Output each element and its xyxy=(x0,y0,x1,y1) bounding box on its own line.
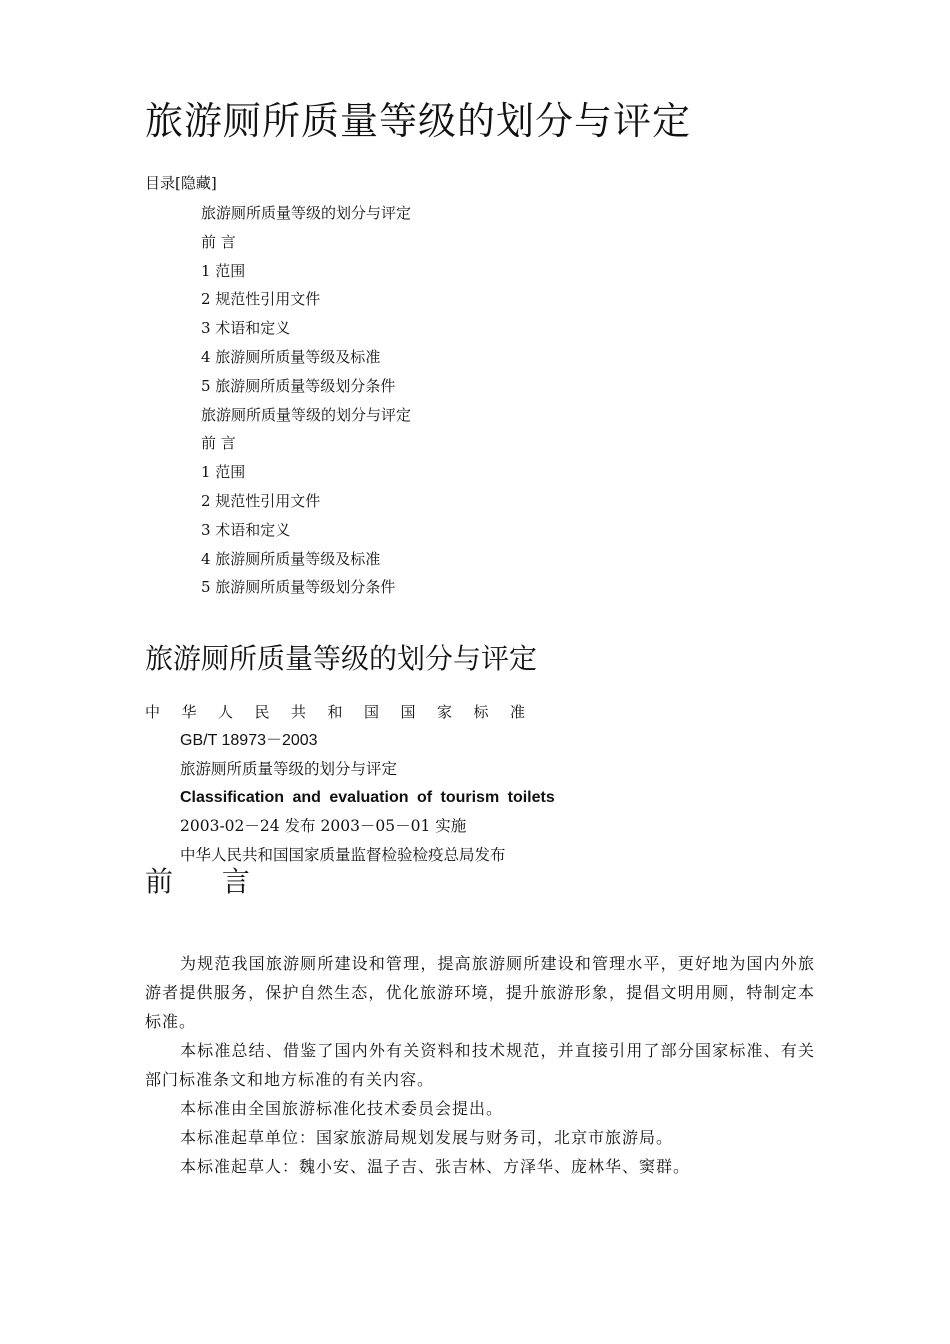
national-standard-char: 中 xyxy=(145,703,161,721)
toc-item[interactable]: 4 旅游厕所质量等级及标准 xyxy=(201,549,381,568)
section-title: 旅游厕所质量等级的划分与评定 xyxy=(145,642,538,675)
national-standard-char: 和 xyxy=(327,703,343,721)
toc-item[interactable]: 前 言 xyxy=(201,232,236,251)
preface-paragraph: 本标准起草单位：国家旅游局规划发展与财务司，北京市旅游局。 xyxy=(180,1128,674,1147)
toc-hide-toggle[interactable]: [隐藏] xyxy=(175,174,217,192)
toc-item[interactable]: 前 言 xyxy=(201,434,236,453)
toc-item[interactable]: 2 规范性引用文件 xyxy=(201,491,321,510)
toc-item[interactable]: 2 规范性引用文件 xyxy=(201,290,321,309)
national-standard-char: 华 xyxy=(181,703,197,721)
toc-item[interactable]: 旅游厕所质量等级的划分与评定 xyxy=(201,405,412,424)
preface-paragraph: 本标准总结、借鉴了国内外有关资料和技术规范，并直接引用了部分国家标准、有关部门标准条文和地方标准的有关内容。 xyxy=(145,1041,815,1089)
page-title: 旅游厕所质量等级的划分与评定 xyxy=(145,99,692,143)
standard-dates: 2003-02－24 发布 2003－05－01 实施 xyxy=(180,817,467,835)
national-standard-char: 家 xyxy=(437,703,453,721)
preface-paragraph: 本标准由全国旅游标准化技术委员会提出。 xyxy=(180,1099,504,1118)
preface-paragraph: 为规范我国旅游厕所建设和管理，提高旅游厕所建设和管理水平，更好地为国内外旅游者提供服务，保护自然生态，优化旅游环境，提升旅游形象，提倡文明用厕，特制定本标准。 xyxy=(145,954,815,1031)
toc-item[interactable]: 1 范围 xyxy=(201,463,246,482)
standard-title-en: Classification and evaluation of tourism toilets xyxy=(180,789,555,806)
toc-item[interactable]: 5 旅游厕所质量等级划分条件 xyxy=(201,578,396,597)
preface-paragraph: 本标准起草人：魏小安、温子吉、张吉林、方泽华、庞林华、窦群。 xyxy=(180,1157,691,1176)
toc-item[interactable]: 4 旅游厕所质量等级及标准 xyxy=(201,347,381,366)
preface-heading: 前 言 xyxy=(145,865,270,898)
toc-header xyxy=(145,172,217,194)
toc-item[interactable]: 旅游厕所质量等级的划分与评定 xyxy=(201,204,412,222)
standard-publisher: 中华人民共和国国家质量监督检验检疫总局发布 xyxy=(180,846,506,864)
national-standard-char: 准 xyxy=(510,703,526,721)
national-standard-label xyxy=(145,700,547,724)
national-standard-char: 国 xyxy=(400,703,416,721)
preface-body xyxy=(145,949,815,1181)
standard-title-cn: 旅游厕所质量等级的划分与评定 xyxy=(180,760,398,778)
national-standard-char: 人 xyxy=(218,703,234,721)
toc-item[interactable]: 3 术语和定义 xyxy=(201,520,291,539)
toc-item[interactable]: 5 旅游厕所质量等级划分条件 xyxy=(201,376,396,395)
national-standard-char: 标 xyxy=(473,703,489,721)
national-standard-char: 共 xyxy=(291,703,307,721)
toc-label: 目录 xyxy=(145,174,176,192)
toc-item[interactable]: 1 范围 xyxy=(201,261,246,280)
toc-list xyxy=(201,200,411,603)
standard-code: GB/T 18973－2003 xyxy=(180,732,318,749)
toc-item[interactable]: 3 术语和定义 xyxy=(201,319,291,338)
national-standard-char: 国 xyxy=(364,703,380,721)
national-standard-char: 民 xyxy=(254,703,270,721)
